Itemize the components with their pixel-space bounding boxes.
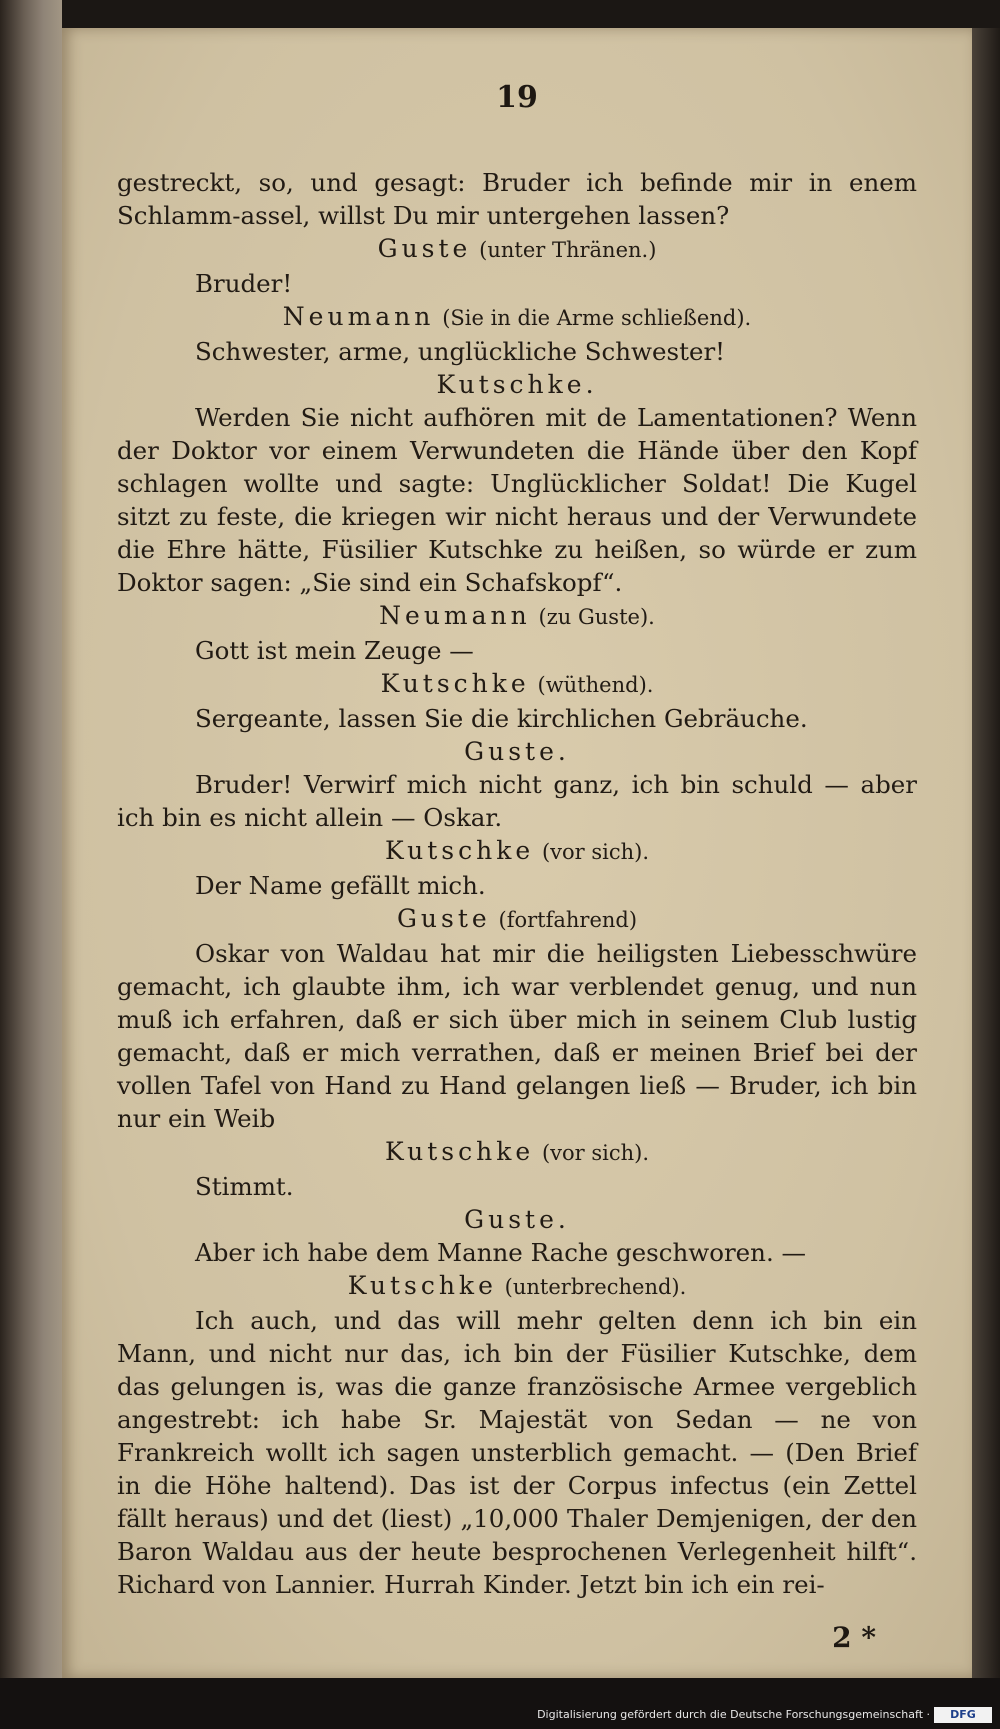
- paragraph: Aber ich habe dem Manne Rache geschworen. —: [195, 1238, 807, 1267]
- speaker-line: [117, 599, 917, 634]
- paragraph: gestreckt, so, und gesagt: Bruder ich befinde mir in enem Schlamm-assel, willst Du mir untergehen lassen?: [117, 168, 917, 230]
- speaker-line: [117, 834, 917, 869]
- speaker-line: [117, 232, 917, 267]
- speaker-name: Kutschke.: [436, 370, 598, 399]
- page-edge-shadow: [972, 28, 1000, 1678]
- speaker-name: Neumann: [282, 302, 435, 331]
- book-spine: [0, 0, 62, 1729]
- speaker-name: Kutschke: [384, 836, 535, 865]
- stage-direction: (zu Guste).: [538, 605, 655, 629]
- speaker-name: Guste: [377, 234, 472, 263]
- stage-direction: (Sie in die Arme schließend).: [442, 306, 752, 330]
- paragraph: Schwester, arme, unglückliche Schwester!: [195, 337, 726, 366]
- speaker-line: [117, 902, 917, 937]
- speaker-name: Guste: [396, 904, 491, 933]
- speaker-line: [117, 368, 917, 401]
- dfg-logo: DFG: [934, 1707, 992, 1723]
- speaker-line: [117, 300, 917, 335]
- funding-credit: Digitalisierung gefördert durch die Deutsche Forschungsgemeinschaft ·: [537, 1708, 930, 1721]
- stage-direction: (vor sich).: [541, 1141, 649, 1165]
- paragraph: Gott ist mein Zeuge —: [195, 636, 474, 665]
- paragraph: Werden Sie nicht aufhören mit de Lamentationen? Wenn der Doktor vor einem Verwundeten die Hände über den Kopf schlagen wollte und sagte: Unglücklicher Soldat! Die Kugel sitzt zu feste, die kriegen wir nicht heraus und der Verwundete die Ehre hätte, Füsilier Kutschke zu heißen, so würde er zum Doktor sagen: „Sie sind ein Schafskopf“.: [117, 403, 917, 597]
- signature-mark: 2 *: [832, 1621, 876, 1654]
- speaker-name: Kutschke: [380, 669, 530, 698]
- paragraph: Ich auch, und das will mehr gelten denn ich bin ein Mann, und nicht nur das, ich bin der Füsilier Kutschke, dem das gelungen is, was die ganze französische Armee vergeblich angestrebt: ich habe Sr. Majestät von Sedan — ne von Frankreich wollt ich sagen unsterblich gemacht. — (Den Brief in die Höhe haltend). Das ist der Corpus infectus (ein Zettel fällt heraus) und det (liest) „10,000 Thaler Demjenigen, der den Baron Waldau aus der heute besprochenen Verlegenheit hilft“. Richard von Lannier. Hurrah Kinder. Jetzt bin ich ein rei-: [117, 1306, 917, 1599]
- stage-direction: (unter Thränen.): [479, 238, 657, 262]
- speaker-name: Neumann: [379, 601, 531, 630]
- paragraph: Bruder!: [195, 269, 293, 298]
- page-number: 19: [496, 80, 538, 115]
- speaker-line: [117, 1203, 917, 1236]
- speaker-name: Guste.: [464, 737, 570, 766]
- paragraph: Der Name gefällt mich.: [195, 871, 486, 900]
- paragraph: Bruder! Verwirf mich nicht ganz, ich bin schuld — aber ich bin es nicht allein — Oskar.: [117, 770, 917, 832]
- stage-direction: (vor sich).: [541, 840, 649, 864]
- book-page: [62, 28, 972, 1678]
- stage-direction: (wüthend).: [537, 673, 654, 697]
- speaker-name: Kutschke: [384, 1137, 535, 1166]
- speaker-name: Kutschke: [347, 1271, 497, 1300]
- stage-direction: (fortfahrend): [498, 908, 638, 932]
- scan-footer: [0, 1678, 1000, 1729]
- speaker-name: Guste.: [464, 1205, 570, 1234]
- speaker-line: [117, 735, 917, 768]
- speaker-line: [117, 667, 917, 702]
- page-text: [117, 166, 917, 1601]
- speaker-line: [117, 1269, 917, 1304]
- speaker-line: [117, 1135, 917, 1170]
- paragraph: Stimmt.: [195, 1172, 294, 1201]
- paragraph: Sergeante, lassen Sie die kirchlichen Gebräuche.: [195, 704, 808, 733]
- stage-direction: (unterbrechend).: [504, 1275, 687, 1299]
- paragraph: Oskar von Waldau hat mir die heiligsten Liebesschwüre gemacht, ich glaubte ihm, ich war verblendet genug, und nun muß ich erfahren, daß er sich über mich in seinem Club lustig gemacht, daß er mich verrathen, daß er meinen Brief bei der vollen Tafel von Hand zu Hand gelangen ließ — Bruder, ich bin nur ein Weib: [117, 939, 917, 1133]
